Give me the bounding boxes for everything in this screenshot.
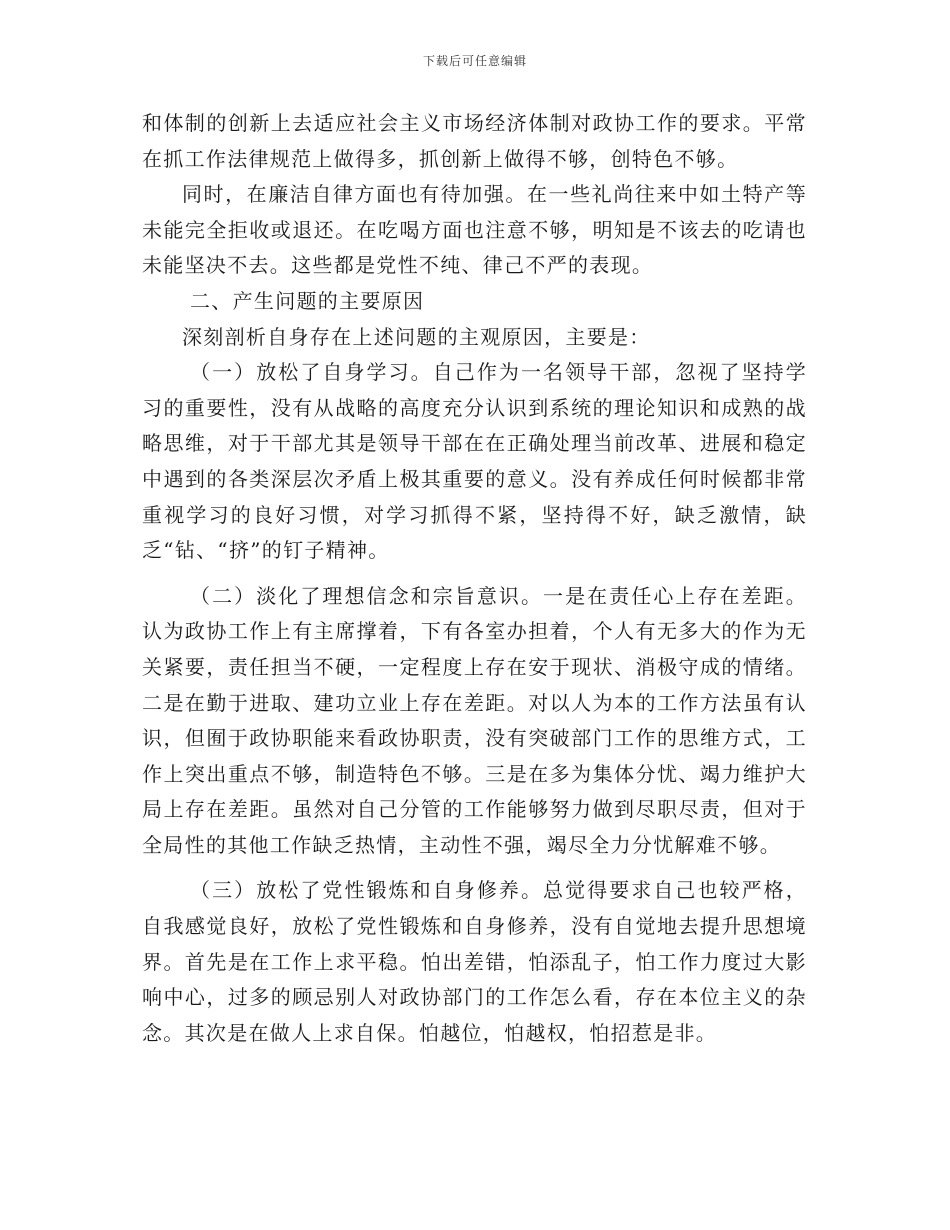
paragraph-continuation: 和体制的创新上去适应社会主义市场经济体制对政协工作的要求。平常在抓工作法律规范上做得多，抓创新上做得不够，创特色不够。 <box>142 111 807 171</box>
paragraph-intro: 深刻剖析自身存在上述问题的主观原因，主要是： <box>182 324 651 349</box>
paragraph-cause-two: （二）淡化了理想信念和宗旨意识。一是在责任心上存在差距。认为政协工作上有主席撑着，下有各室办担着，个人有无多大的作为无关紧要，责任担当不硬，一定程度上存在安于现状、消极守成的情绪。二是在勤于进取、建功立业上存在差距。对以人为本的工作方法虽有认识，但囿于政协职能来看政协职责，没有突破部门工作的思维方式，工作上突出重点不够，制造特色不够。三是在多为集体分忧、竭力维护大局上存在差距。虽然对自己分管的工作能够努力做到尽职尽责，但对于全局性的其他工作缺乏热情，主动性不强，竭尽全力分忧解难不够。 <box>142 583 807 857</box>
paragraph-cause-one: （一）放松了自身学习。自己作为一名领导干部，忽视了坚持学习的重要性，没有从战略的高度充分认识到系统的理论知识和成熟的战略思维，对于干部尤其是领导干部在在正确处理当前改革、进展和稳定中遇到的各类深层次矛盾上极其重要的意义。没有养成任何时候都非常重视学习的良好习惯，对学习抓得不紧，坚持得不好，缺乏激情，缺乏“钻、“挤”的钉子精神。 <box>142 360 807 563</box>
paragraph-cause-three: （三）放松了党性锻炼和自身修养。总觉得要求自己也较严格，自我感觉良好，放松了党性锻炼和自身修养，没有自觉地去提升思想境界。首先是在工作上求平稳。怕出差错，怕添乱子，怕工作力度过大影响中心，过多的顾忌别人对政协部门的工作怎么看，存在本位主义的杂念。其次是在做人上求自保。怕越位，怕越权，怕招惹是非。 <box>142 878 807 1045</box>
section-heading-causes: 二、产生问题的主要原因 <box>190 288 425 313</box>
page-header: 下载后可任意编辑 <box>422 54 527 68</box>
paragraph-integrity: 同时，在廉洁自律方面也有待加强。在一些礼尚往来中如土特产等未能完全拒收或退还。在吃喝方面也注意不够，明知是不该去的吃请也未能坚决不去。这些都是党性不纯、律己不严的表现。 <box>142 182 807 278</box>
document-body <box>142 106 807 1051</box>
